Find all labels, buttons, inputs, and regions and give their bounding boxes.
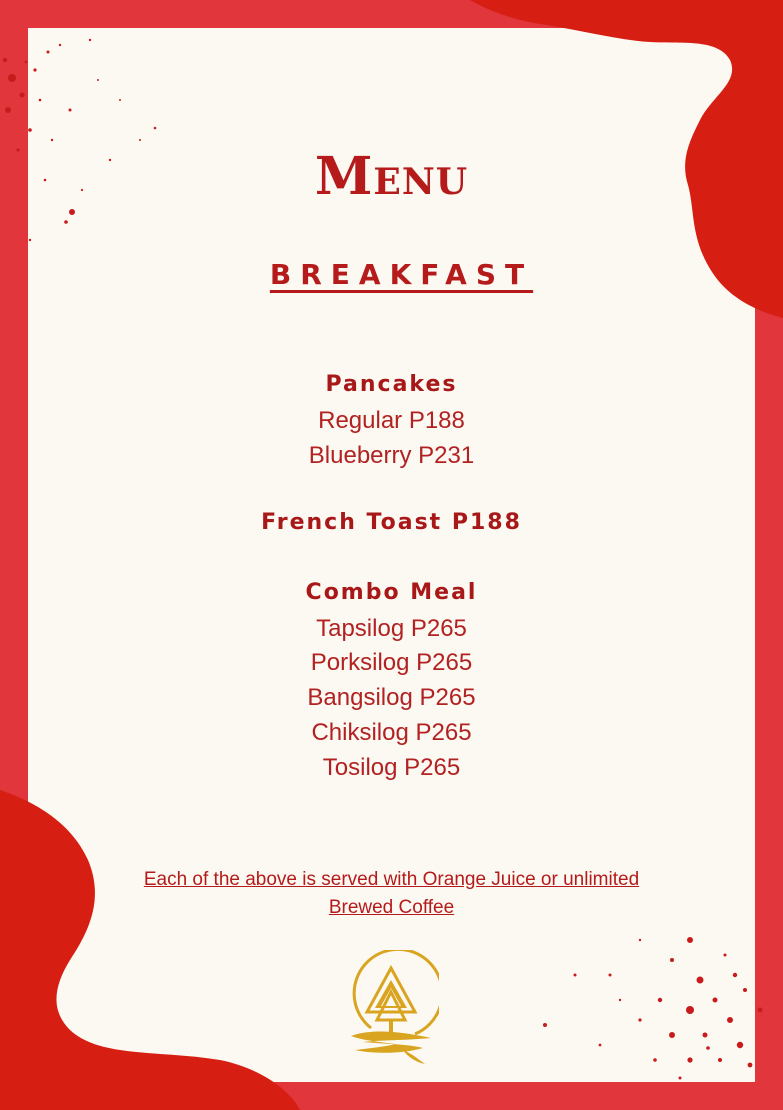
menu-item: Tosilog P265	[322, 754, 461, 781]
section-heading	[0, 258, 783, 291]
serving-note-line-2: Brewed Coffee	[328, 897, 455, 918]
menu-item: Blueberry P231	[308, 442, 475, 469]
menu-title: Menu	[314, 146, 469, 207]
gold-triangle-tree-emblem-icon	[343, 950, 439, 1068]
serving-note	[0, 866, 783, 922]
menu-item: Porksilog P265	[310, 649, 473, 676]
combo-meal-heading: Combo Meal	[305, 580, 478, 605]
section-heading-text: BREAKFAST	[269, 258, 534, 291]
menu-item: Regular P188	[318, 407, 465, 434]
menu-item: Chiksilog P265	[311, 719, 472, 746]
french-toast-heading: French Toast P188	[261, 510, 522, 535]
menu-item: Tapsilog P265	[316, 615, 467, 642]
serving-note-line-1: Each of the above is served with Orange Juice or unlimited	[143, 869, 640, 890]
menu-item: Bangsilog P265	[307, 684, 476, 711]
pancakes-heading: Pancakes	[325, 372, 458, 397]
